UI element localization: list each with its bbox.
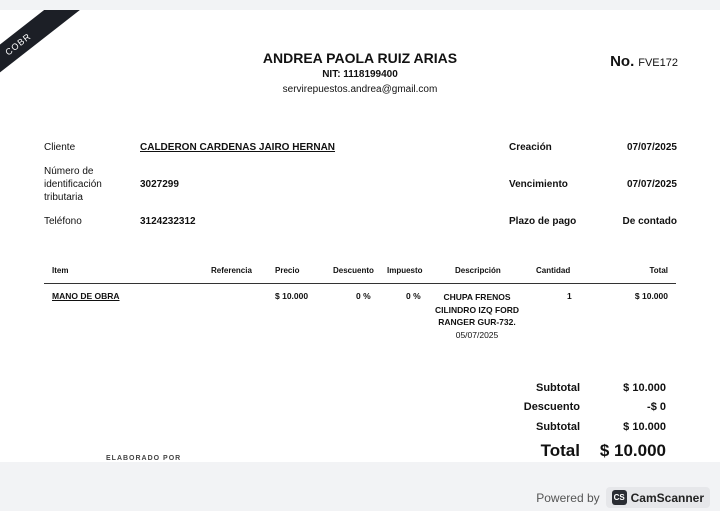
descuento-total-label: Descuento bbox=[523, 401, 580, 413]
id-value: 3027299 bbox=[140, 179, 179, 190]
plazo-value: De contado bbox=[622, 216, 677, 227]
th-descripcion: Descripción bbox=[455, 266, 501, 275]
row-descripcion bbox=[430, 291, 524, 341]
powered-by-text: Powered by bbox=[536, 490, 600, 505]
desc-line: CHUPA FRENOS bbox=[443, 292, 511, 302]
invoice-number bbox=[610, 53, 678, 70]
table-header-rule bbox=[44, 283, 676, 284]
row-total: $ 10.000 bbox=[634, 291, 668, 301]
invoice-page bbox=[0, 10, 720, 462]
id-label-line1: Número de bbox=[44, 166, 94, 177]
telefono-label: Teléfono bbox=[44, 216, 82, 227]
cliente-label: Cliente bbox=[44, 142, 76, 153]
camscanner-name: CamScanner bbox=[630, 490, 704, 505]
row-impuesto: 0 % bbox=[406, 291, 421, 301]
issuer-nit: NIT: 1118199400 bbox=[322, 69, 398, 80]
total-value: $ 10.000 bbox=[599, 441, 666, 460]
th-referencia: Referencia bbox=[211, 266, 252, 275]
th-total: Total bbox=[649, 266, 668, 275]
creacion-label: Creación bbox=[509, 142, 552, 153]
th-precio: Precio bbox=[275, 266, 300, 275]
issuer-name: ANDREA PAOLA RUIZ ARIAS bbox=[262, 50, 458, 66]
th-impuesto: Impuesto bbox=[387, 266, 423, 275]
invoice-number-label: No. bbox=[610, 53, 635, 70]
row-descuento: 0 % bbox=[356, 291, 371, 301]
subtotal2-label: Subtotal bbox=[536, 421, 580, 433]
vencimiento-value: 07/07/2025 bbox=[626, 179, 677, 190]
ribbon-text: COBR bbox=[3, 31, 34, 58]
camscanner-badge bbox=[606, 487, 710, 508]
desc-line: RANGER GUR-732. bbox=[438, 317, 516, 327]
vencimiento-label: Vencimiento bbox=[509, 179, 568, 190]
telefono-value: 3124232312 bbox=[140, 216, 196, 227]
desc-line: CILINDRO IZQ FORD bbox=[434, 304, 520, 315]
id-label-line2: identificación bbox=[44, 179, 102, 190]
desc-line: 05/07/2025 bbox=[455, 329, 499, 340]
plazo-label: Plazo de pago bbox=[509, 216, 577, 227]
id-label-line3: tributaria bbox=[44, 192, 83, 203]
th-cantidad: Cantidad bbox=[536, 266, 571, 275]
subtotal-value: $ 10.000 bbox=[623, 382, 666, 394]
creacion-value: 07/07/2025 bbox=[626, 142, 677, 153]
elaborado-por: ELABORADO POR bbox=[106, 455, 182, 462]
th-item: Item bbox=[52, 266, 69, 275]
th-descuento: Descuento bbox=[333, 266, 374, 275]
total-label: Total bbox=[540, 441, 580, 460]
descuento-total-value: -$ 0 bbox=[647, 401, 666, 413]
row-cantidad: 1 bbox=[567, 291, 572, 301]
row-precio: $ 10.000 bbox=[275, 291, 309, 301]
subtotal-label: Subtotal bbox=[536, 382, 580, 394]
cliente-value: CALDERON CARDENAS JAIRO HERNAN bbox=[140, 142, 336, 153]
camscanner-icon: CS bbox=[612, 490, 627, 505]
issuer-email: servirepuestos.andrea@gmail.com bbox=[282, 84, 438, 95]
row-item: MANO DE OBRA bbox=[52, 291, 120, 301]
invoice-number-value: FVE172 bbox=[638, 57, 678, 69]
camscanner-footer bbox=[536, 487, 710, 508]
subtotal2-value: $ 10.000 bbox=[623, 421, 666, 433]
